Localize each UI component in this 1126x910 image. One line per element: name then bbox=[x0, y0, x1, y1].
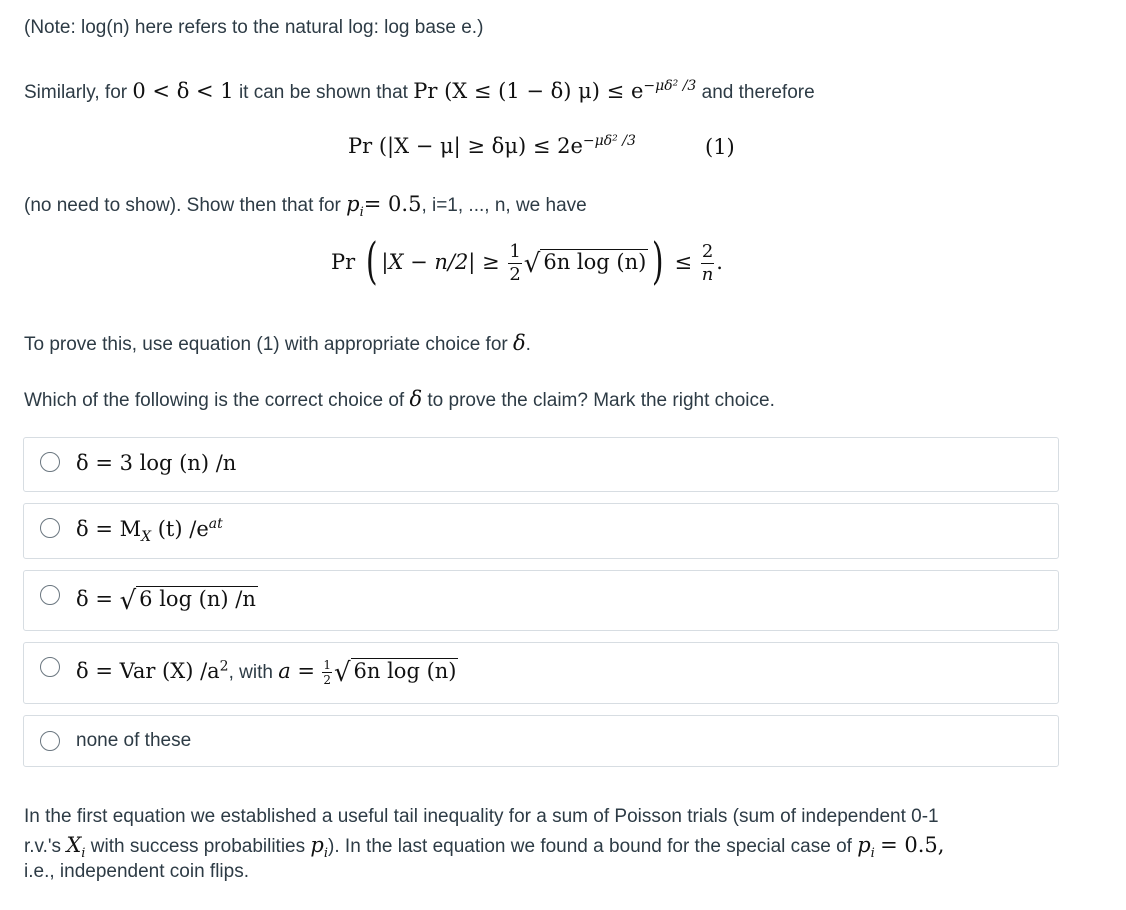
option-4-label: δ = Var (X) $/a^2$, with a = $\frac{1}{2}$ √ 6n log (n) bbox=[76, 658, 457, 688]
option-5-radio[interactable] bbox=[40, 731, 60, 751]
option-1-radio[interactable] bbox=[40, 452, 60, 472]
footer-line-3: i.e., independent coin flips. bbox=[24, 861, 249, 882]
option-3-label: δ = √ 6 log (n) /n bbox=[76, 586, 256, 616]
option-5[interactable] bbox=[23, 715, 1059, 767]
equation-1: Pr $(|X - \mu| \ge \delta\mu) \le 2e^{-\mu\delta^2 /3}$ bbox=[348, 133, 636, 158]
similarly-suffix: and therefore bbox=[701, 82, 815, 103]
option-1-label: δ = 3 log (n) /n bbox=[76, 451, 237, 475]
similarly-mid: it can be shown that bbox=[238, 82, 408, 103]
similarly-prefix: Similarly, for bbox=[24, 82, 128, 103]
tail-inequality-lower: Pr (X ≤ (1 − δ) $\mu) \le e^{-\mu\delta^2 /3}$ bbox=[413, 78, 697, 103]
equation-1-label: (1) bbox=[705, 135, 735, 159]
half-fraction: $\frac{1}{2}$ bbox=[509, 241, 521, 285]
prove-line: To prove this, use equation (1) with appropriate choice for δ. bbox=[24, 331, 531, 355]
option-2-label: $\delta = M_X$ (t) $/e^{at}$ bbox=[76, 516, 223, 546]
claim-equation: Pr ( |X − n/2| ≥ $\frac{1}{2}$ √ 6n log (n) ) ≤ $\frac{2}{n}$ . bbox=[331, 232, 723, 290]
option-1[interactable] bbox=[23, 437, 1059, 492]
option-4[interactable] bbox=[23, 642, 1059, 704]
option-4-radio[interactable] bbox=[40, 657, 60, 677]
question-text: Which of the following is the correct choice of δ to prove the claim? Mark the right choice. bbox=[24, 387, 775, 411]
option-3-radio[interactable] bbox=[40, 585, 60, 605]
delta-condition: 0 < δ < 1 bbox=[132, 79, 234, 103]
note-text: (Note: log(n) here refers to the natural log: log base e.) bbox=[24, 17, 484, 38]
rhs-fraction: $\frac{2}{n}$ bbox=[701, 241, 714, 285]
sqrt-term: 6n log (n) bbox=[540, 249, 648, 274]
option-3[interactable] bbox=[23, 570, 1059, 631]
similarly-line bbox=[24, 78, 815, 104]
option-2[interactable] bbox=[23, 503, 1059, 559]
option-5-label: none of these bbox=[76, 730, 192, 751]
footer-line-2: r.v.'s $X_i$ with success probabilities $p_i$). In the last equation we found a bound for the special case of $p_i = 0.5$, bbox=[24, 833, 945, 862]
p-i: $p_i$ bbox=[346, 192, 364, 221]
no-need-line: (no need to show). Show then that for $p_i= 0.5$, i=1, ..., n, we have bbox=[24, 192, 587, 221]
footer-line-1: In the first equation we established a useful tail inequality for a sum of Poisson trials (sum of independent 0-1 bbox=[24, 806, 939, 827]
option-2-radio[interactable] bbox=[40, 518, 60, 538]
